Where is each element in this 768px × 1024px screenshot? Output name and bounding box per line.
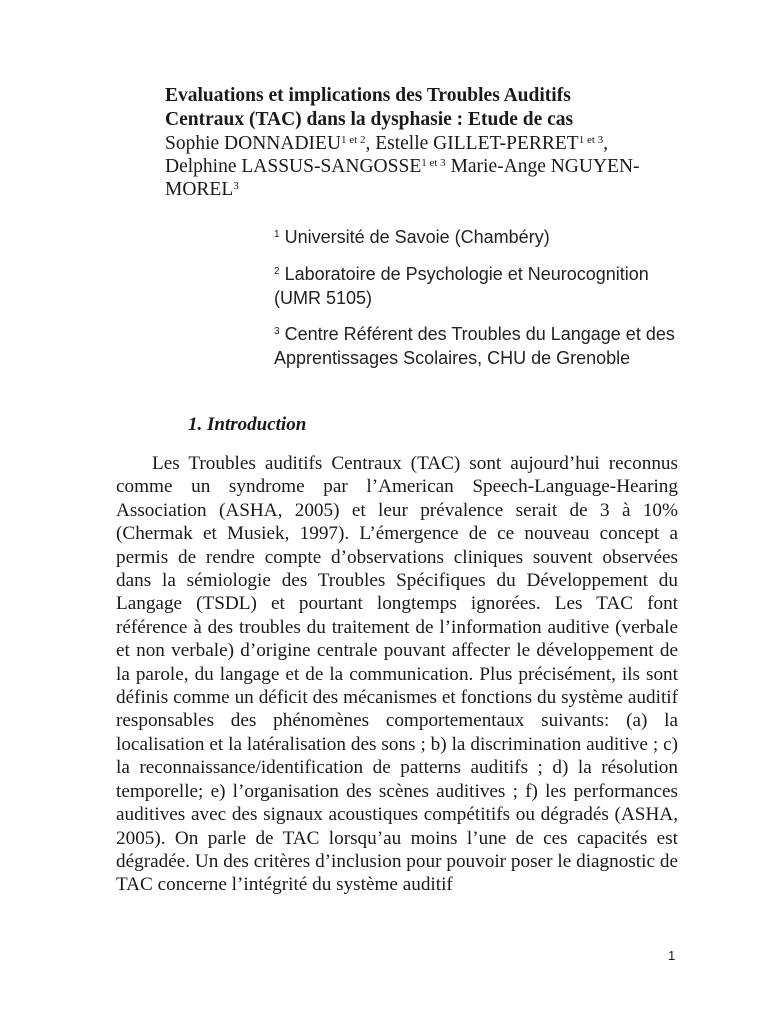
paper-title-line-2: Centraux (TAC) dans la dysphasie : Etude de cas — [165, 109, 574, 130]
affiliation-number: 1 — [274, 229, 280, 240]
author-list — [165, 132, 705, 201]
section-heading: 1. Introduction — [188, 414, 307, 435]
affiliation-number: 3 — [274, 326, 280, 337]
author-affiliation-mark: 3 — [233, 180, 239, 192]
author-affiliation-mark: 1 et 3 — [578, 134, 604, 146]
page-number: 1 — [668, 948, 676, 963]
affiliation-text: Université de Savoie (Chambéry) — [284, 227, 550, 247]
author-name: Delphine LASSUS-SANGOSSE — [165, 156, 422, 177]
affiliation-3 — [274, 323, 694, 370]
paper-title — [165, 84, 685, 132]
author-affiliation-mark: 1 et 3 — [421, 157, 446, 169]
affiliation-text: Laboratoire de Psychologie et Neurocognition (UMR 5105) — [274, 264, 649, 308]
author-affiliation-mark: 1 et 2 — [341, 134, 366, 146]
author-separator: , — [603, 133, 609, 154]
author-name: Sophie DONNADIEU — [165, 133, 342, 154]
author-name: Estelle GILLET-PERRET — [375, 133, 579, 154]
author-separator: , — [365, 133, 376, 154]
body-paragraph: Les Troubles auditifs Centraux (TAC) sont aujourd’hui reconnus comme un syndrome par l’American Speech-Language-Hearing Association (ASHA, 2005) et leur prévalence serait de 3 à 10% (Chermak et Musiek, 1997). L’émergence de ce nouveau concept a permis de rendre compte d’observations cliniques souvent observées dans la sémiologie des Troubles Spécifiques du Développement du Langage (TSDL) et pourtant longtemps ignorées. Les TAC font référence à des troubles du traitement de l’information auditive (verbale et non verbale) d’origine centrale pouvant affecter le développement de la parole, du langage et de la communication. Plus précisément, ils sont définis comme un déficit des mécanismes et fonctions du système auditif responsables des phénomènes comportementaux suivants: (a) la localisation et la latéralisation des sons ; b) la discrimination auditive ; c) la reconnaissance/identification de patterns auditifs ; d) la résolution temporelle; e) l’organisation des scènes auditives ; f) les performances auditives avec des signaux acoustiques compétitifs ou dégradés (ASHA, 2005). On parle de TAC lorsqu’au moins l’une de ces capacités est dégradée. Un des critères d’inclusion pour pouvoir poser le diagnostic de TAC concerne l’intégrité du système auditif — [116, 453, 678, 896]
paper-title-line-1: Evaluations et implications des Troubles Auditifs — [165, 85, 571, 106]
affiliation-text: Centre Référent des Troubles du Langage et des Apprentissages Scolaires, CHU de Grenoble — [274, 324, 675, 368]
affiliation-1 — [274, 226, 694, 250]
author-name: Marie-Ange NGUYEN-MOREL — [165, 156, 640, 200]
affiliation-2 — [274, 263, 694, 310]
affiliation-number: 2 — [274, 266, 280, 277]
